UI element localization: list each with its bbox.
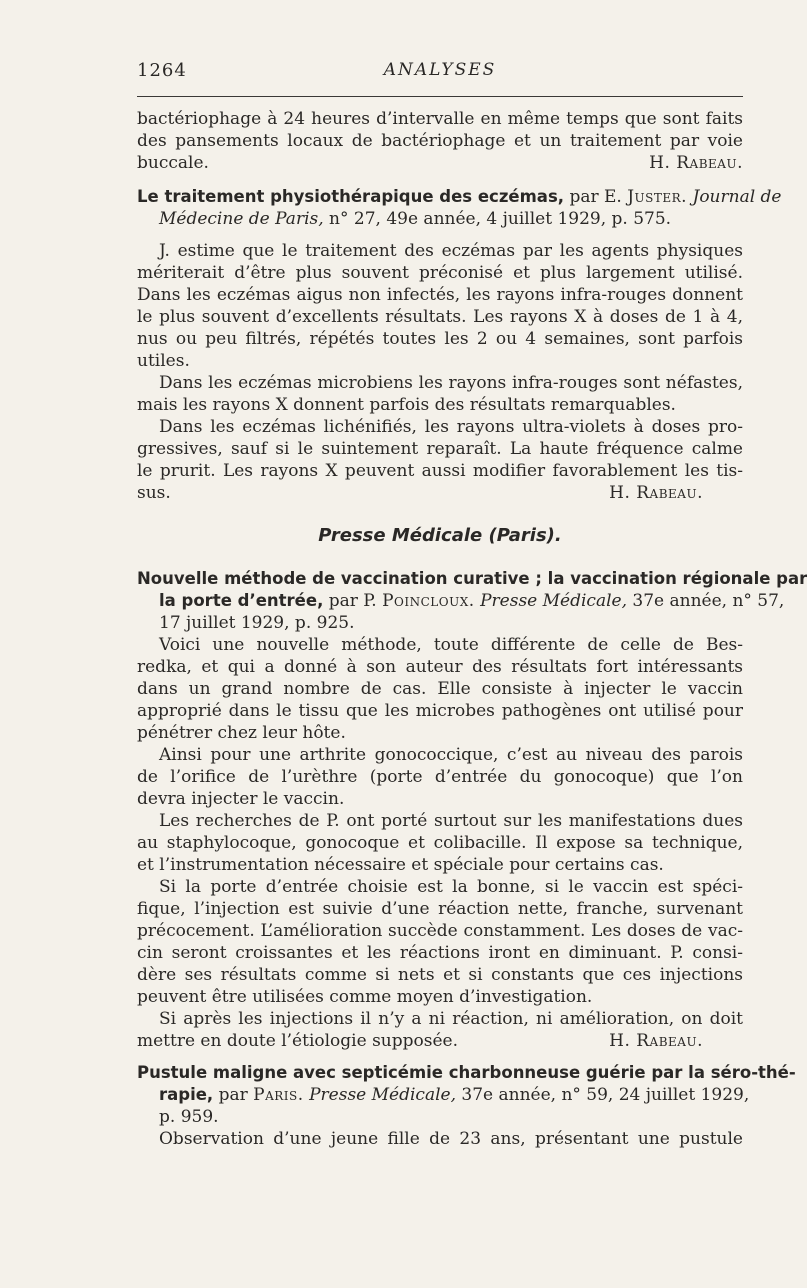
text-line: le plus souvent d’excellents résultats. Les rayons X à doses de 1 à 4, — [137, 307, 743, 327]
article-title-line — [137, 590, 785, 612]
text-line: devra injecter le vaccin. — [137, 789, 345, 809]
text-line: redka, et qui a donné à son auteur des résultats fort intéressants — [137, 657, 743, 677]
text-line: Dans les eczémas aigus non infectés, les rayons infra-rouges donnent — [137, 285, 743, 305]
page-number: 1264 — [137, 60, 187, 81]
journal-name-cont: Médecine de Paris, — [159, 209, 324, 229]
text-line: J. estime que le traitement des eczémas par les agents physiques — [159, 241, 743, 261]
text-line — [137, 152, 743, 174]
text-line: cin seront croissantes et les réactions iront en diminuant. P. consi- — [137, 943, 743, 963]
article-ref-line — [137, 208, 743, 230]
text-line: Si la porte d’entrée choisie est la bonne, si le vaccin est spéci- — [159, 877, 743, 897]
paragraph — [137, 634, 743, 1052]
text-line: bactériophage à 24 heures d’intervalle en même temps que sont faits — [137, 109, 743, 129]
text-line — [137, 1030, 743, 1052]
running-header — [137, 60, 743, 88]
author-name: Juster. — [627, 187, 688, 207]
section-title: Presse Médicale (Paris). — [318, 525, 562, 546]
text-line: Observation d’une jeune fille de 23 ans, présentant une pustule — [159, 1129, 743, 1149]
article-title-cont: la porte d’entrée, — [159, 591, 324, 610]
journal-name: Journal de — [692, 187, 782, 207]
text-line: dère ses résultats comme si nets et si constants que ces injections — [137, 965, 743, 985]
header-rule — [137, 96, 743, 97]
by-text: par P. — [328, 591, 377, 611]
text-line: au staphylocoque, gonocoque et colibacille. Il expose sa technique, — [137, 833, 743, 853]
text-line: et l’instrumentation nécessaire et spéciale pour certains cas. — [137, 855, 664, 875]
article-title-cont: rapie, — [159, 1085, 214, 1104]
article-title-line — [137, 186, 782, 208]
text-line: mériterait d’être plus souvent préconisé et plus largement utilisé. — [137, 263, 743, 283]
by-text: par E. — [569, 187, 622, 207]
author-name: Paris. — [253, 1085, 304, 1105]
text-line: mais les rayons X donnent parfois des résultats remarquables. — [137, 395, 676, 415]
text-line: précocement. L’amélioration succède constamment. Les doses de vac- — [137, 921, 743, 941]
text-line: des pansements locaux de bactériophage et un traitement par voie — [137, 131, 743, 151]
text-line: Voici une nouvelle méthode, toute différente de celle de Bes- — [159, 635, 743, 655]
reference-line: 17 juillet 1929, p. 925. — [159, 613, 355, 633]
paragraph — [137, 240, 743, 504]
article-pustule — [137, 1062, 796, 1150]
reference-line: p. 959. — [159, 1107, 219, 1127]
journal-name: Presse Médicale, — [309, 1085, 456, 1105]
text-line: utiles. — [137, 351, 190, 371]
journal-name: Presse Médicale, — [480, 591, 627, 611]
text-fragment: mettre en doute l’étiologie supposée. — [137, 1031, 458, 1051]
running-title: ANALYSES — [383, 60, 497, 80]
article-physiotherapy-eczema — [137, 186, 782, 230]
text-line: Dans les eczémas lichénifiés, les rayons ultra-violets à doses pro- — [159, 417, 743, 437]
text-line: nus ou peu filtrés, répétés toutes les 2 ou 4 semaines, sont parfois — [137, 329, 743, 349]
signature: H. Rabeau. — [609, 1031, 703, 1051]
reference: n° 27, 49e année, 4 juillet 1929, p. 575. — [329, 209, 672, 229]
signature: H. Rabeau. — [649, 153, 743, 173]
text-line: dans un grand nombre de cas. Elle consiste à injecter le vaccin — [137, 679, 743, 699]
author-name: Poincloux. — [382, 591, 475, 611]
reference: 37e année, n° 57, — [632, 591, 785, 611]
continuation-paragraph — [137, 108, 743, 174]
text-fragment: buccale. — [137, 153, 209, 173]
article-title-line: Pustule maligne avec septicémie charbonneuse guérie par la séro-thé- — [137, 1063, 796, 1082]
article-title-line: Nouvelle méthode de vaccination curative ; la vaccination régionale par — [137, 569, 807, 588]
article-title: Le traitement physiothérapique des eczémas, — [137, 187, 565, 206]
signature: H. Rabeau. — [609, 483, 703, 503]
text-line — [137, 482, 743, 504]
text-line: Dans les eczémas microbiens les rayons infra-rouges sont néfastes, — [159, 373, 743, 393]
reference: 37e année, n° 59, 24 juillet 1929, — [461, 1085, 750, 1105]
text-line: Si après les injections il n’y a ni réaction, ni amélioration, on doit — [159, 1009, 743, 1029]
text-line: pénétrer chez leur hôte. — [137, 723, 346, 743]
text-line: de l’orifice de l’urèthre (porte d’entrée du gonocoque) que l’on — [137, 767, 743, 787]
by-text: par — [218, 1085, 248, 1105]
text-line: peuvent être utilisées comme moyen d’investigation. — [137, 987, 593, 1007]
text-fragment: sus. — [137, 483, 171, 503]
text-line: le prurit. Les rayons X peuvent aussi modifier favorablement les tis- — [137, 461, 743, 481]
text-line: gressives, sauf si le suintement reparaît. La haute fréquence calme — [137, 439, 743, 459]
article-title-line — [137, 1084, 750, 1106]
text-line: Ainsi pour une arthrite gonococcique, c’est au niveau des parois — [159, 745, 743, 765]
text-line: fique, l’injection est suivie d’une réaction nette, franche, survenant — [137, 899, 743, 919]
text-line: approprié dans le tissu que les microbes pathogènes ont utilisé pour — [137, 701, 743, 721]
text-line: Les recherches de P. ont porté surtout sur les manifestations dues — [159, 811, 743, 831]
article-vaccination — [137, 568, 807, 634]
